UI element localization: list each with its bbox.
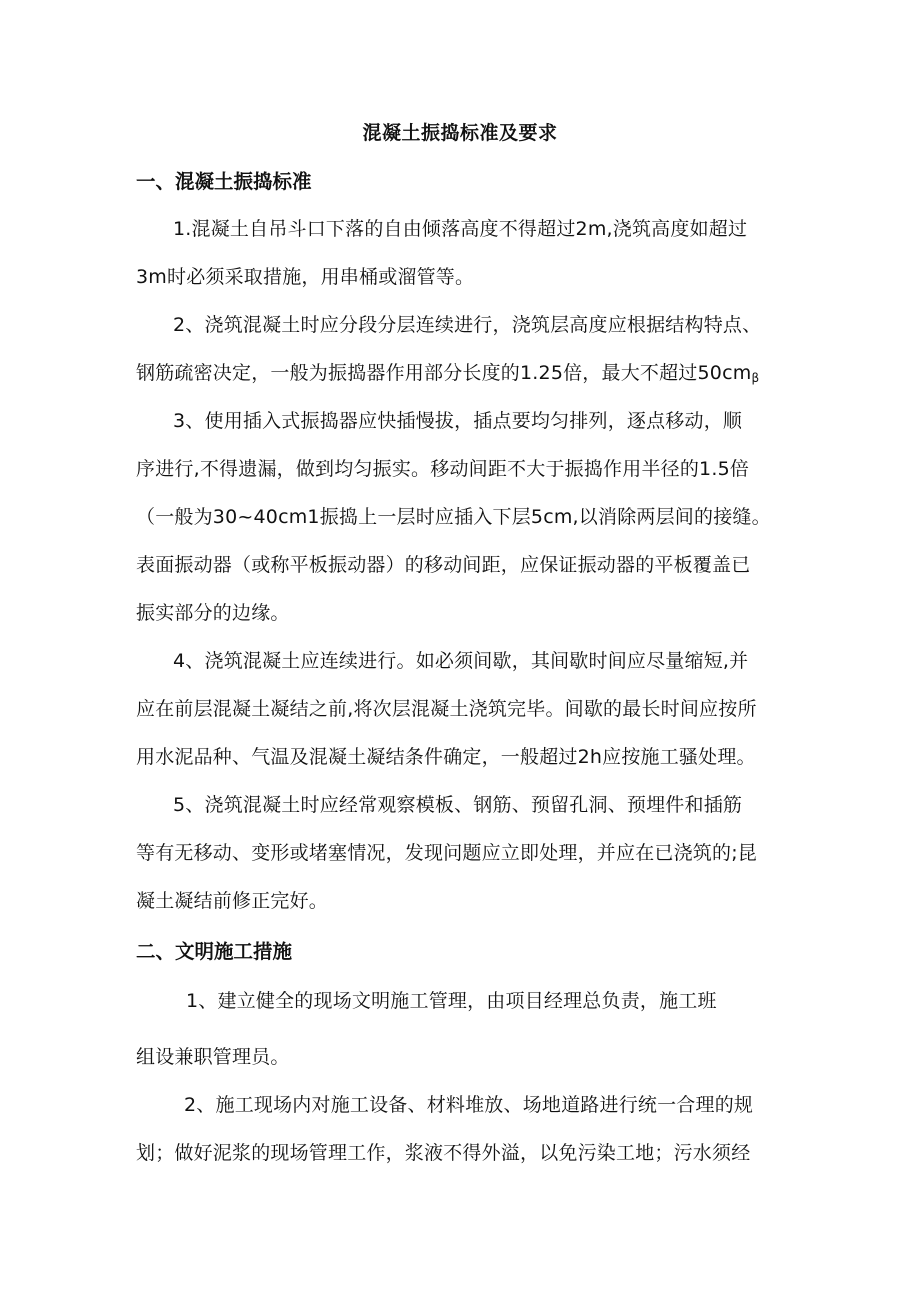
- section-heading-2: 二、文明施工措施: [136, 940, 293, 963]
- section-heading-1: 一、混凝土振捣标准: [136, 170, 312, 193]
- paragraph-line: 2、浇筑混凝土时应分段分层连续进行，浇筑层高度应根据结构特点、: [173, 314, 762, 336]
- document-title: 混凝土振捣标准及要求: [362, 122, 558, 144]
- paragraph-line: 振实部分的边缘。: [136, 602, 290, 624]
- paragraph-line: 用水泥品种、气温及混凝土凝结条件确定，一般超过2h应按施工骚处理。: [136, 746, 756, 768]
- paragraph-line: 1.混凝土自吊斗口下落的自由倾落高度不得超过2m,浇筑高度如超过: [173, 218, 748, 240]
- paragraph-line: （一般为30~40cm1振捣上一层时应插入下层5cm,以消除两层间的接缝。: [136, 506, 771, 528]
- paragraph-line: 1、建立健全的现场文明施工管理，由项目经理总负责，施工班: [186, 990, 717, 1012]
- paragraph-line: 凝土凝结前修正完好。: [136, 890, 329, 912]
- paragraph-line: 2、施工现场内对施工设备、材料堆放、场地道路进行统一合理的规: [184, 1094, 754, 1116]
- paragraph-line: 表面振动器（或称平板振动器）的移动间距，应保证振动器的平板覆盖已: [136, 554, 751, 576]
- paragraph-line: 组设兼职管理员。: [136, 1046, 290, 1068]
- paragraph-line: 3m时必须采取措施，用串桶或溜管等。: [136, 266, 475, 288]
- paragraph-line: 划；做好泥浆的现场管理工作，浆液不得外溢，以免污染工地；污水须经: [136, 1142, 751, 1164]
- paragraph-line-text: 钢筋疏密决定，一般为振捣器作用部分长度的1.25倍，最大不超过50cm: [136, 362, 752, 384]
- paragraph-line: 3、使用插入式振捣器应快插慢拔，插点要均匀排列，逐点移动，顺: [173, 410, 743, 432]
- paragraph-line: 等有无移动、变形或堵塞情况，发现问题应立即处理，并应在已浇筑的;昆: [136, 842, 758, 864]
- stray-mark: β: [751, 371, 760, 385]
- paragraph-line: 序进行,不得遗漏，做到均匀振实。移动间距不大于振捣作用半径的1.5倍: [136, 458, 750, 480]
- paragraph-line: [136, 358, 759, 385]
- paragraph-line: 应在前层混凝土凝结之前,将次层混凝土浇筑完毕。间歇的最长时间应按所: [136, 698, 757, 720]
- paragraph-line: 5、浇筑混凝土时应经常观察模板、钢筋、预留孔洞、预埋件和插筋: [173, 794, 743, 816]
- paragraph-line: 4、浇筑混凝土应连续进行。如必须间歇，其间歇时间应尽量缩短,并: [173, 650, 749, 672]
